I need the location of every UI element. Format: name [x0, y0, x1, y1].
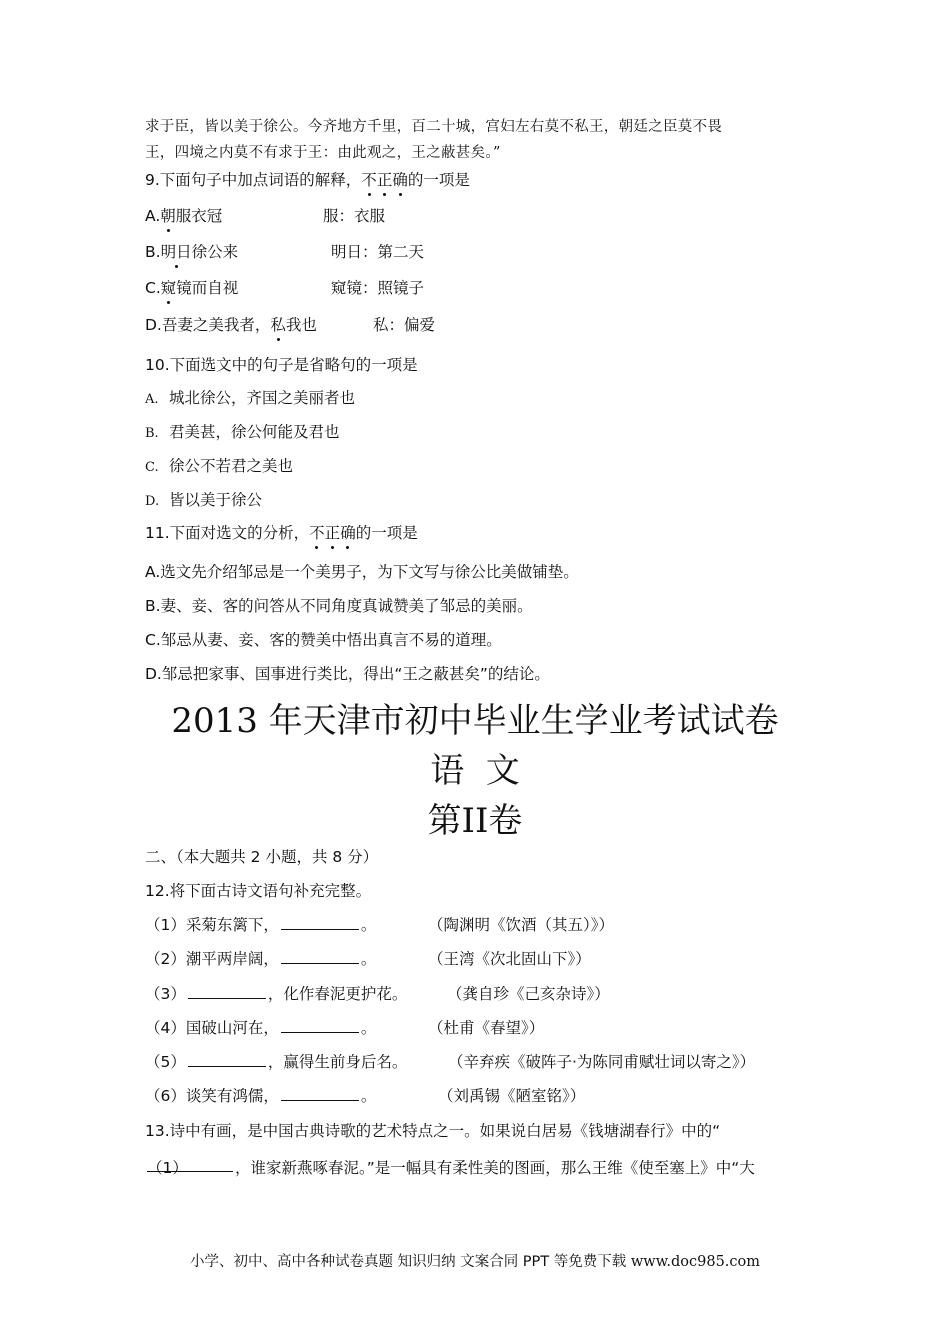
option-label: A.: [145, 563, 161, 581]
q11-stem-post: 的一项是: [355, 524, 418, 542]
dotted-word: 私: [270, 316, 286, 334]
q13-line-2: [145, 1157, 755, 1179]
item-number: （6）: [145, 1087, 186, 1105]
option-text: 邹忌从妻、妾、客的赞美中悟出真言不易的道理。: [160, 631, 502, 649]
q9-option-c[interactable]: [145, 277, 425, 299]
option-text: 妻、妾、客的问答从不同角度真诚赞美了邹忌的美丽。: [160, 597, 533, 615]
item-given-text: 国破山河在，: [185, 1019, 279, 1037]
option-label: B.: [145, 597, 161, 615]
option-gloss: 窥镜：照镜子: [331, 279, 425, 297]
passage-line-2: 王，四境之内莫不有求于王：由此观之，王之蔽甚矣。”: [145, 145, 501, 161]
item-number: （2）: [145, 950, 186, 968]
q9-stem-pre: 9.下面句子中加点词语的解释，: [145, 171, 362, 189]
q12-item-1: [145, 914, 615, 936]
q10-stem: 10.下面选文中的句子是省略句的一项是: [145, 356, 418, 374]
item-source: （陶渊明《饮酒（其五）》）: [428, 916, 615, 934]
q12-item-4: [145, 1017, 545, 1039]
option-text: 选文先介绍邹忌是一个美男子，为下文写与徐公比美做铺垫。: [160, 563, 579, 581]
item-number: （5）: [145, 1053, 186, 1071]
item-given-text: 潮平两岸阔，: [185, 950, 279, 968]
dotted-word: 明日: [160, 243, 192, 261]
option-gloss: 明日：第二天: [331, 243, 425, 261]
q12-stem: 12.将下面古诗文语句补充完整。: [145, 882, 372, 900]
dotted-word: 窥: [160, 279, 177, 297]
fill-blank[interactable]: [281, 915, 359, 930]
item-number: （3）: [145, 985, 186, 1003]
fill-blank[interactable]: [281, 1086, 359, 1101]
q9-dotted-char: 不: [361, 171, 377, 189]
dotted-word: 朝: [160, 207, 176, 225]
option-label: C.: [145, 460, 159, 475]
fill-blank[interactable]: [188, 984, 266, 999]
footer-text: 小学、初中、高中各种试卷真题 知识归纳 文案合同 PPT 等免费下载: [189, 1254, 627, 1270]
item-tail: ，赢得生前身后名。: [267, 1053, 408, 1071]
option-text: 皆以美于徐公: [169, 491, 263, 509]
q10-option-b[interactable]: [145, 421, 340, 445]
q9-stem: [145, 169, 470, 191]
item-source: （辛弃疾《破阵子·为陈同甫赋壮词以寄之》）: [448, 1053, 756, 1071]
item-number: （1）: [145, 916, 186, 934]
fill-blank[interactable]: [281, 1018, 359, 1033]
item-number: （4）: [145, 1019, 186, 1037]
item-source: （王湾《次北固山下》）: [428, 950, 591, 968]
option-label: D.: [145, 316, 162, 334]
item-tail: ，化作春泥更护花。: [267, 985, 408, 1003]
option-gloss: 服：衣服: [323, 207, 386, 225]
fill-blank[interactable]: [188, 1052, 266, 1067]
q9-option-a[interactable]: [145, 205, 386, 227]
option-label: D.: [145, 665, 162, 683]
q9-stem-post: 的一项是: [407, 171, 470, 189]
q10-option-d[interactable]: [145, 489, 262, 513]
option-sentence: 我也: [285, 316, 317, 334]
footer-url[interactable]: www.doc985.com: [630, 1254, 761, 1270]
option-label: B.: [145, 426, 159, 441]
q13-fill-blank[interactable]: [147, 1157, 233, 1177]
item-tail: 。: [360, 1087, 377, 1105]
q11-dotted-char: 确: [340, 524, 356, 542]
q13-line-2-text: ，谁家新燕啄春泥。”是一幅具有柔性美的图画，那么王维《使至塞上》中“大: [235, 1159, 755, 1177]
item-given-text: 采菊东篱下，: [185, 916, 279, 934]
option-label: B.: [145, 243, 161, 261]
section-2-header: 二、（本大题共 2 小题，共 8 分）: [145, 848, 379, 866]
option-text: 邹忌把家事、国事进行类比，得出“王之蔽甚矣”的结论。: [161, 665, 550, 683]
q9-option-d[interactable]: [145, 314, 436, 336]
option-label: A.: [145, 207, 161, 225]
option-label: C.: [145, 631, 161, 649]
q11-stem: [145, 522, 418, 544]
q9-option-b[interactable]: [145, 241, 425, 263]
option-gloss: 私：偏爱: [373, 316, 436, 334]
passage-line-1: 求于臣，皆以美于徐公。今齐地方千里，百二十城，宫妇左右莫不私王，朝廷之臣莫不畏: [145, 119, 723, 135]
exam-title: 2013 年天津市初中毕业生学业考试试卷: [171, 701, 779, 741]
q10-option-a[interactable]: [145, 387, 355, 411]
option-sentence: 服衣冠: [175, 207, 223, 225]
option-text: 城北徐公，齐国之美丽者也: [169, 389, 356, 407]
q13-line-1: 13.诗中有画，是中国古典诗歌的艺术特点之一。如果说白居易《钱塘湖春行》中的“: [145, 1122, 721, 1140]
item-given-text: 谈笑有鸿儒，: [185, 1087, 279, 1105]
q12-item-2: [145, 948, 591, 970]
q12-item-3: [145, 983, 610, 1005]
footer: [0, 1250, 950, 1271]
subject-title: 语 文: [430, 751, 520, 791]
option-text: 君美甚，徐公何能及君也: [169, 423, 340, 441]
q11-option-a[interactable]: [145, 561, 579, 583]
option-sentence: 镜而自视: [176, 279, 239, 297]
q11-option-b[interactable]: [145, 595, 533, 617]
item-tail: 。: [360, 1019, 377, 1037]
volume-title: 第II卷: [427, 801, 523, 841]
item-source: （杜甫《春望》）: [428, 1019, 545, 1037]
q11-dotted-char: 正: [324, 524, 341, 542]
q11-stem-pre: 11.下面对选文的分析，: [145, 524, 310, 542]
option-text: 徐公不若君之美也: [169, 457, 294, 475]
q11-option-d[interactable]: [145, 663, 550, 685]
item-source: （刘禹锡《陋室铭》）: [438, 1087, 586, 1105]
option-sentence: 徐公来: [191, 243, 239, 261]
item-tail: 。: [360, 916, 377, 934]
q9-dotted-char: 确: [392, 171, 408, 189]
option-label: A.: [145, 392, 159, 407]
fill-blank[interactable]: [281, 949, 359, 964]
q11-option-c[interactable]: [145, 629, 502, 651]
option-sentence-pre: 吾妻之美我者，: [161, 316, 271, 334]
q11-dotted-char: 不: [309, 524, 325, 542]
option-label: C.: [145, 279, 161, 297]
q12-item-5: [145, 1051, 756, 1073]
q9-dotted-char: 正: [376, 171, 393, 189]
option-label: D.: [145, 494, 160, 509]
item-source: （龚自珍《己亥杂诗》）: [447, 985, 610, 1003]
item-tail: 。: [360, 950, 377, 968]
q10-option-c[interactable]: [145, 455, 293, 479]
blank-label: （1）: [147, 1159, 188, 1177]
q12-item-6: [145, 1085, 586, 1107]
